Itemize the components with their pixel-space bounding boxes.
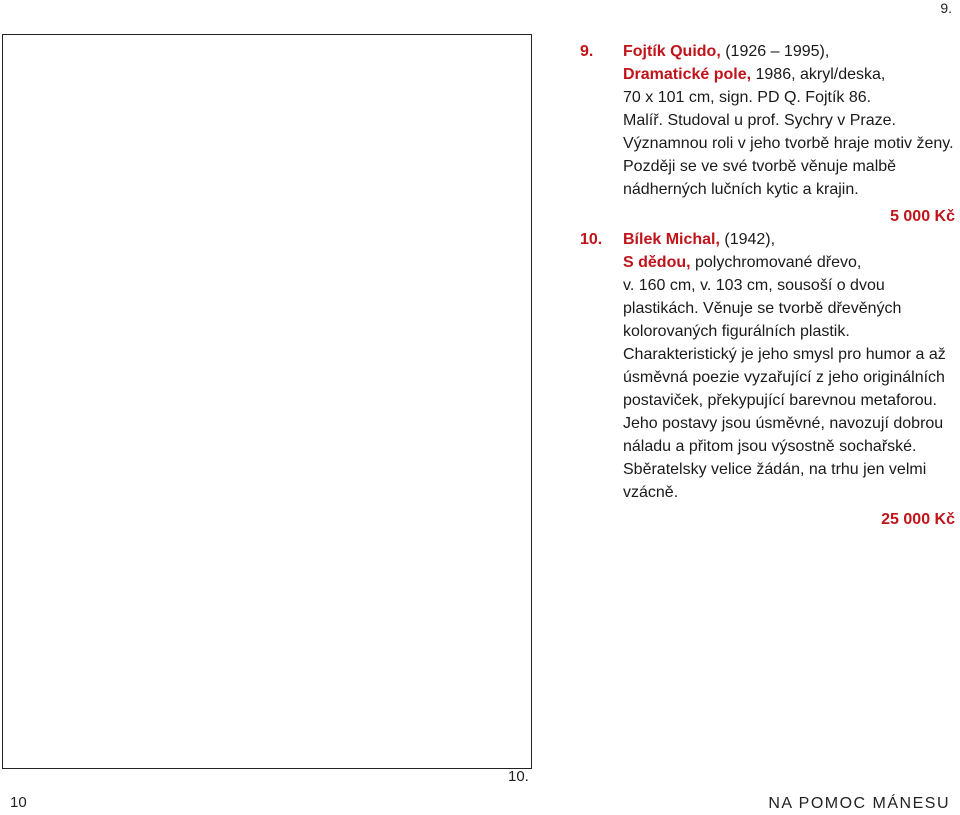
entry-description-line: nádherných lučních kytic a krajin. [623, 181, 859, 198]
entry-description-line: vzácně. [623, 484, 679, 501]
artwork-title: Dramatické pole, [623, 66, 752, 83]
entry-description-line: 70 x 101 cm, sign. PD Q. Fojtík 86. [623, 89, 872, 106]
entry-description-line: náladu a přitom jsou výsostně sochařské. [623, 438, 917, 455]
entry-description-line: Později se ve své tvorbě věnuje malbě [623, 158, 897, 175]
artist-dates: (1926 – 1995), [720, 43, 830, 60]
image-caption: 10. [508, 768, 529, 785]
artwork-medium: polychromované dřevo, [690, 254, 862, 271]
artist-dates: (1942), [719, 231, 776, 248]
artwork-image-placeholder [2, 34, 532, 769]
entry-heading-line [623, 228, 955, 251]
artwork-medium: 1986, akryl/deska, [751, 66, 886, 83]
entry-description-line: plastikách. Věnuje se tvorbě dřevěných [623, 300, 902, 317]
entry-title-line [623, 63, 955, 86]
entry-number: 10. [580, 231, 603, 248]
entry-description-line: kolorovaných figurálních plastik. [623, 323, 850, 340]
entry-text [623, 40, 955, 228]
entry-heading-line [623, 40, 955, 63]
artist-name: Fojtík Quido, [623, 43, 721, 60]
artist-name: Bílek Michal, [623, 231, 720, 248]
entry-text [623, 228, 955, 531]
footer-page-number: 10 [10, 794, 27, 811]
entry-description-line: v. 160 cm, v. 103 cm, sousoší o dvou [623, 277, 885, 294]
price: 5 000 Kč [890, 208, 955, 225]
entry-description-line: postaviček, překypující barevnou metaforou. [623, 392, 937, 409]
entry-description-line: Jeho postavy jsou úsměvné, navozují dobrou [623, 415, 944, 432]
page-number-top: 9. [940, 0, 952, 16]
footer-publication-name: NA POMOC MÁNESU [768, 795, 950, 812]
entry-description-line: Charakteristický je jeho smysl pro humor a až [623, 346, 946, 363]
entry-description-line: Malíř. Studoval u prof. Sychry v Praze. [623, 112, 896, 129]
entry-description-line: úsměvná poezie vyzařující z jeho originálních [623, 369, 945, 386]
catalog-entry-9 [580, 40, 955, 228]
entry-title-line [623, 251, 955, 274]
price: 25 000 Kč [881, 511, 955, 528]
entry-number: 9. [580, 43, 594, 60]
entry-description-line: Sběratelsky velice žádán, na trhu jen velmi [623, 461, 927, 478]
catalog-entry-10 [580, 228, 955, 531]
entry-description-line: Významnou roli v jeho tvorbě hraje motiv ženy. [623, 135, 954, 152]
artwork-title: S dědou, [623, 254, 691, 271]
